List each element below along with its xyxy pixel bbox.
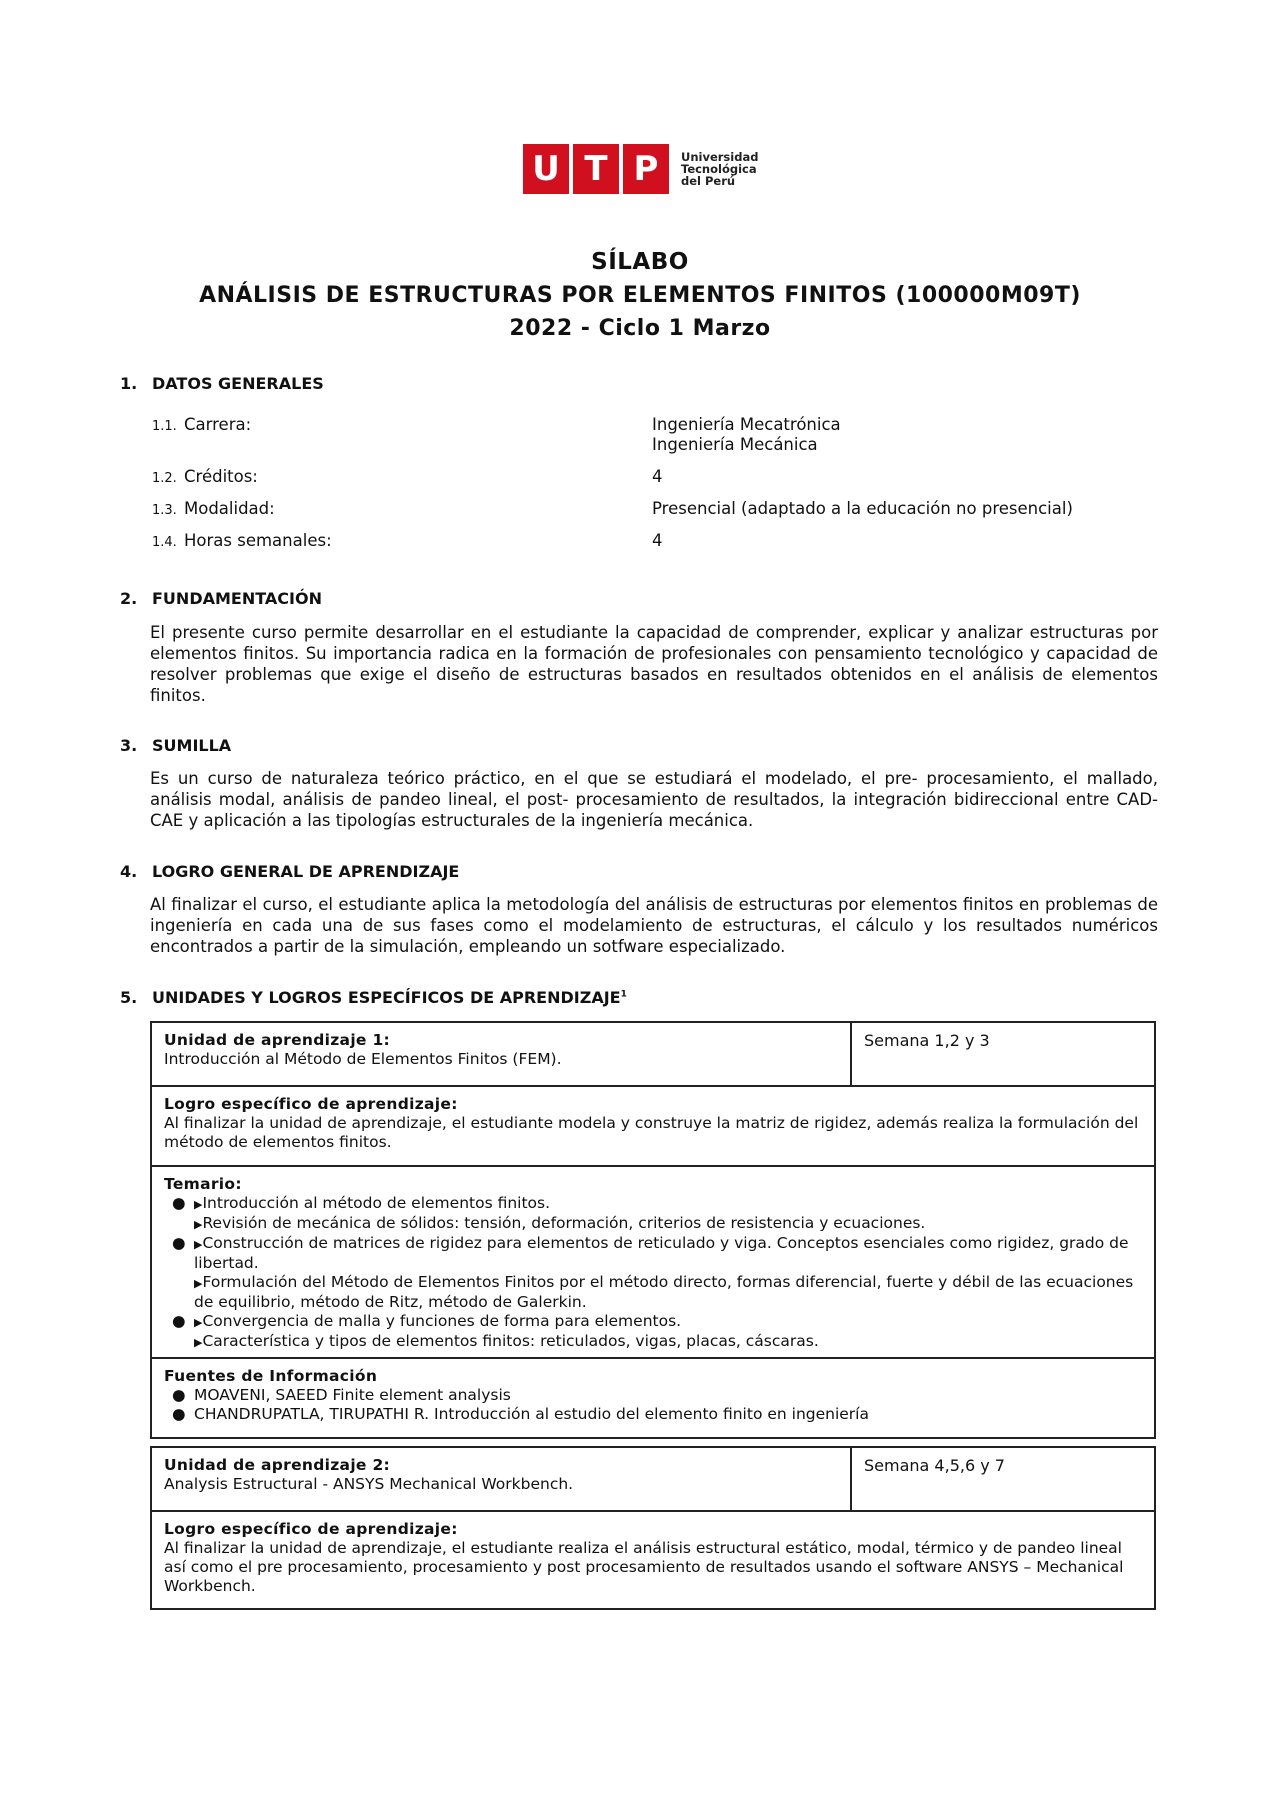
list-item: ● ▶Introducción al método de elementos finitos. — [172, 1194, 551, 1212]
unit-1-header-row — [152, 1023, 1154, 1085]
list-item: ▶Característica y tipos de elementos finitos: reticulados, vigas, placas, cáscaras. — [194, 1332, 819, 1350]
triangle-icon: ▶ — [194, 1198, 203, 1211]
triangle-icon: ▶ — [194, 1336, 203, 1349]
bullet-icon: ● — [172, 1194, 186, 1212]
unit-2-table — [150, 1446, 1156, 1610]
datos-value-carrera: Ingeniería Mecatrónica Ingeniería Mecánica — [652, 415, 841, 454]
list-item: ● ▶Convergencia de malla y funciones de forma para elementos. — [172, 1312, 682, 1330]
footnote-marker: 1 — [620, 989, 627, 1000]
unit-1-temario-row: Temario: ● ▶Introducción al método de elementos finitos. ▶Revisión de mecánica de sólidos: tensión, deformación, criterios de resistencia y ecuaciones. ● ▶Construcción de matrices de rigidez para elementos de reticulado y viga. Conceptos esenciales como rigidez, grado de libertad. ▶Formulación del Método de Elementos Finitos por el método directo, formas diferencial, fuerte y débil de las ecuaciones de equilibrio, método de Ritz, método de Galerkin. ● ▶Convergencia de malla y funciones de forma para elementos. ▶Característica y tipos de elementos finitos: reticulados, vigas, placas, cáscaras. — [152, 1165, 1154, 1357]
datos-row-horas: 1.4. Horas semanales: — [152, 531, 332, 550]
unit-2-header-row — [152, 1448, 1154, 1510]
logo-text: Universidad Tecnológica del Perú — [681, 150, 759, 188]
datos-value-creditos: 4 — [652, 467, 663, 486]
logo-letter-p: P — [623, 144, 669, 194]
bullet-icon: ● — [172, 1312, 186, 1330]
unit-2-logro-text: Al finalizar la unidad de aprendizaje, el estudiante realiza el análisis estructural estático, modal, térmico y de pandeo lineal así como el pre procesamiento, procesamiento y post procesamiento de resultados usando el software ANSYS – Mechanical Workbench. — [164, 1539, 1124, 1595]
temario-list — [164, 1194, 1142, 1352]
unit-1-table — [150, 1021, 1156, 1439]
logo-letter-u: U — [523, 144, 569, 194]
datos-row-modalidad: 1.3. Modalidad: — [152, 499, 275, 518]
unit-2-weeks: Semana 4,5,6 y 7 — [864, 1456, 1005, 1475]
logo-letter-t: T — [573, 144, 619, 194]
unit-2-logro-row: Logro específico de aprendizaje: Al finalizar la unidad de aprendizaje, el estudiante realiza el análisis estructural estático, modal, térmico y de pandeo lineal así como el pre procesamiento, procesamiento y post procesamiento de resultados usando el software ANSYS – Mechanical Workbench. — [152, 1510, 1154, 1608]
section-heading-logro-general: 4. LOGRO GENERAL DE APRENDIZAJE — [120, 862, 460, 881]
bullet-icon: ● — [172, 1234, 186, 1252]
list-item: ● MOAVENI, SAEED Finite element analysis — [172, 1386, 511, 1404]
list-item: ▶Revisión de mecánica de sólidos: tensión, deformación, criterios de resistencia y ecuaciones. — [194, 1214, 926, 1232]
bullet-icon: ● — [172, 1405, 186, 1423]
datos-row-carrera: 1.1. Carrera: — [152, 415, 252, 434]
section-heading-fundamentacion: 2. FUNDAMENTACIÓN — [120, 589, 322, 608]
unit-2-heading: Unidad de aprendizaje 2: — [164, 1456, 391, 1474]
triangle-icon: ▶ — [194, 1316, 203, 1329]
section-heading-sumilla: 3. SUMILLA — [120, 736, 232, 755]
triangle-icon: ▶ — [194, 1218, 203, 1231]
list-item: ● ▶Construcción de matrices de rigidez para elementos de reticulado y viga. Conceptos esenciales como rigidez, grado de libertad. — [172, 1234, 1129, 1272]
datos-value-modalidad: Presencial (adaptado a la educación no presencial) — [652, 499, 1073, 518]
course-period: 2022 - Ciclo 1 Marzo — [509, 316, 771, 341]
section-heading-unidades: 5. UNIDADES Y LOGROS ESPECÍFICOS DE APRENDIZAJE$^1$ — [120, 988, 627, 1007]
page-title: SÍLABO — [591, 249, 689, 275]
utp-logo — [523, 144, 758, 194]
datos-value-horas: 4 — [652, 531, 663, 550]
unit-1-logro-row: Logro específico de aprendizaje: Al finalizar la unidad de aprendizaje, el estudiante modela y construye la matriz de rigidez, además realiza la formulación del método de elementos finitos. — [152, 1085, 1154, 1165]
triangle-icon: ▶ — [194, 1277, 203, 1290]
unit-1-fuentes-row: Fuentes de Información ● MOAVENI, SAEED Finite element analysis ● CHANDRUPATLA, TIRUPATHI R. Introducción al estudio del elemento finito en ingeniería — [152, 1357, 1154, 1437]
logro-general-text: Al finalizar el curso, el estudiante aplica la metodología del análisis de estructuras por elementos finitos en problemas de ingeniería en cada una de sus fases como el modelamiento de estructuras, el cálculo y los resultados numéricos encontrados a partir de la simulación, empleando un sotfware especializado. — [150, 895, 1158, 956]
fuentes-list — [164, 1386, 1142, 1424]
triangle-icon: ▶ — [194, 1238, 203, 1251]
list-item: ▶Formulación del Método de Elementos Finitos por el método directo, formas diferencial, fuerte y débil de las ecuaciones de equilibrio, método de Ritz, método de Galerkin. — [194, 1273, 1134, 1311]
datos-row-creditos: 1.2. Créditos: — [152, 467, 258, 486]
unit-1-heading: Unidad de aprendizaje 1: — [164, 1031, 391, 1049]
section-heading-datos-generales: 1. DATOS GENERALES — [120, 374, 324, 393]
bullet-icon: ● — [172, 1386, 186, 1404]
unit-2-name: Analysis Estructural - ANSYS Mechanical Workbench. — [164, 1475, 574, 1493]
course-title: ANÁLISIS DE ESTRUCTURAS POR ELEMENTOS FINITOS (100000M09T) — [199, 283, 1081, 308]
list-item: ● CHANDRUPATLA, TIRUPATHI R. Introducción al estudio del elemento finito en ingeniería — [172, 1405, 869, 1423]
unit-1-weeks: Semana 1,2 y 3 — [864, 1031, 990, 1050]
unit-1-name: Introducción al Método de Elementos Finitos (FEM). — [164, 1050, 562, 1068]
fundamentacion-text: El presente curso permite desarrollar en el estudiante la capacidad de comprender, explicar y analizar estructuras por elementos finitos. Su importancia radica en la formación de profesionales con pensamiento tecnológico y capacidad de resolver problemas que exige el diseño de estructuras basados en resultados obtenidos en el análisis de elementos finitos. — [150, 623, 1158, 705]
unit-1-logro-text: Al finalizar la unidad de aprendizaje, el estudiante modela y construye la matriz de rigidez, además realiza la formulación del método de elementos finitos. — [164, 1114, 1139, 1151]
sumilla-text: Es un curso de naturaleza teórico práctico, en el que se estudiará el modelado, el pre- procesamiento, el mallado, análisis modal, análisis de pandeo lineal, el post- procesamiento de resultados, la integración bidireccional entre CAD-CAE y aplicación a las tipologías estructurales de la ingeniería mecánica. — [150, 769, 1158, 830]
